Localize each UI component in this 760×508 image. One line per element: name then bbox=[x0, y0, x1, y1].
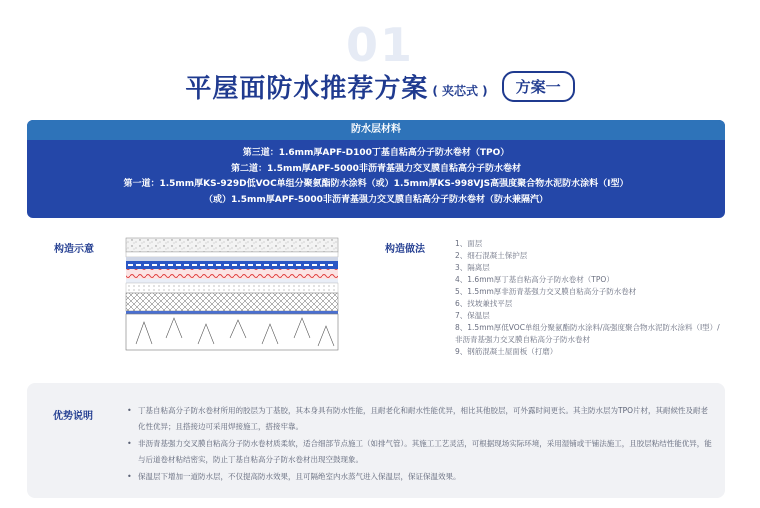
structure-layers-list bbox=[455, 238, 725, 358]
material-panel bbox=[27, 120, 725, 218]
material-line: （或）1.5mm厚APF-5000非沥青基强力交叉膜自粘高分子防水卷材（防水兼隔汽） bbox=[204, 194, 548, 205]
bullet-icon: • bbox=[127, 439, 132, 448]
material-line: 第二道：1.5mm厚APF-5000非沥青基强力交叉膜自粘高分子防水卷材 bbox=[231, 163, 521, 174]
list-item: 9、钢筋混凝土屋面板（打磨） bbox=[455, 347, 558, 356]
list-item: 8、1.5mm厚低VOC单组分聚氨酯防水涂料/高强度聚合物水泥防水涂料（Ⅰ型）/非沥青基强力交叉膜自粘高分子防水卷材 bbox=[455, 323, 720, 344]
layer-isolation bbox=[126, 257, 338, 261]
roof-section-diagram bbox=[122, 232, 342, 356]
layer-base-waterproof bbox=[126, 311, 338, 314]
layer-fine-concrete bbox=[126, 252, 338, 257]
advantage-text: 非沥青基强力交叉膜自粘高分子防水卷材质柔软，适合细部节点施工（如排气管）。其施工工艺灵活，可根据现场实际环境，采用湿铺或干铺法施工，且胶层粘结性能优异，能与后道卷材粘结密实，防止丁基自粘高分子防水卷材出现空鼓现象。 bbox=[138, 439, 712, 464]
list-item: 5、1.5mm厚非沥青基强力交叉膜自粘高分子防水卷材 bbox=[455, 287, 637, 296]
material-panel-body bbox=[27, 140, 725, 208]
list-item: 6、找坡兼找平层 bbox=[455, 299, 513, 308]
bullet-icon: • bbox=[127, 406, 132, 415]
material-line: 第一道：1.5mm厚KS-929D低VOC单组分聚氨酯防水涂料（或）1.5mm厚KS-998VJS高强度聚合物水泥防水涂料（Ⅰ型） bbox=[123, 179, 629, 189]
list-item: 1、面层 bbox=[455, 239, 483, 248]
advantages-panel bbox=[27, 383, 725, 498]
material-line: 第三道：1.6mm厚APF-D100丁基自粘高分子防水卷材（TPO） bbox=[242, 148, 510, 158]
structure-diagram-label: 构造示意 bbox=[54, 244, 94, 255]
advantages-label: 优势说明 bbox=[53, 411, 93, 422]
list-item: 2、细石混凝土保护层 bbox=[455, 251, 528, 260]
list-item bbox=[127, 469, 712, 485]
advantages-list bbox=[127, 403, 712, 486]
advantage-text: 丁基自粘高分子防水卷材所用的胶层为丁基胶，其本身具有防水性能，且耐老化和耐水性能优异，相比其他胶层，可外露时间更长。其主防水层为TPO片材，其耐候性及耐老化性优异；且搭接边可采用焊接施工，搭接牢靠。 bbox=[138, 406, 709, 431]
list-item: 3、隔离层 bbox=[455, 263, 490, 272]
section-number-watermark: 01 bbox=[345, 18, 414, 72]
advantage-text: 保温层下增加一道防水层，不仅提高防水效果，且可隔绝室内水蒸气进入保温层，保证保温效果。 bbox=[138, 472, 461, 481]
layer-concrete-slab bbox=[126, 314, 338, 350]
scheme-badge: 方案一 bbox=[502, 71, 575, 102]
structure-method-label: 构造做法 bbox=[385, 244, 425, 255]
title-row bbox=[0, 66, 760, 106]
list-item bbox=[127, 403, 712, 435]
material-panel-header: 防水层材料 bbox=[27, 120, 725, 140]
list-item: 4、1.6mm厚丁基自粘高分子防水卷材（TPO） bbox=[455, 275, 614, 284]
page-title: 平屋面防水推荐方案 bbox=[185, 73, 429, 104]
layer-insulation-strip bbox=[126, 279, 338, 283]
list-item bbox=[127, 436, 712, 468]
list-item: 7、保温层 bbox=[455, 311, 490, 320]
page-subtitle: ( 夹芯式 ) bbox=[432, 83, 488, 98]
bullet-icon: • bbox=[127, 472, 132, 481]
